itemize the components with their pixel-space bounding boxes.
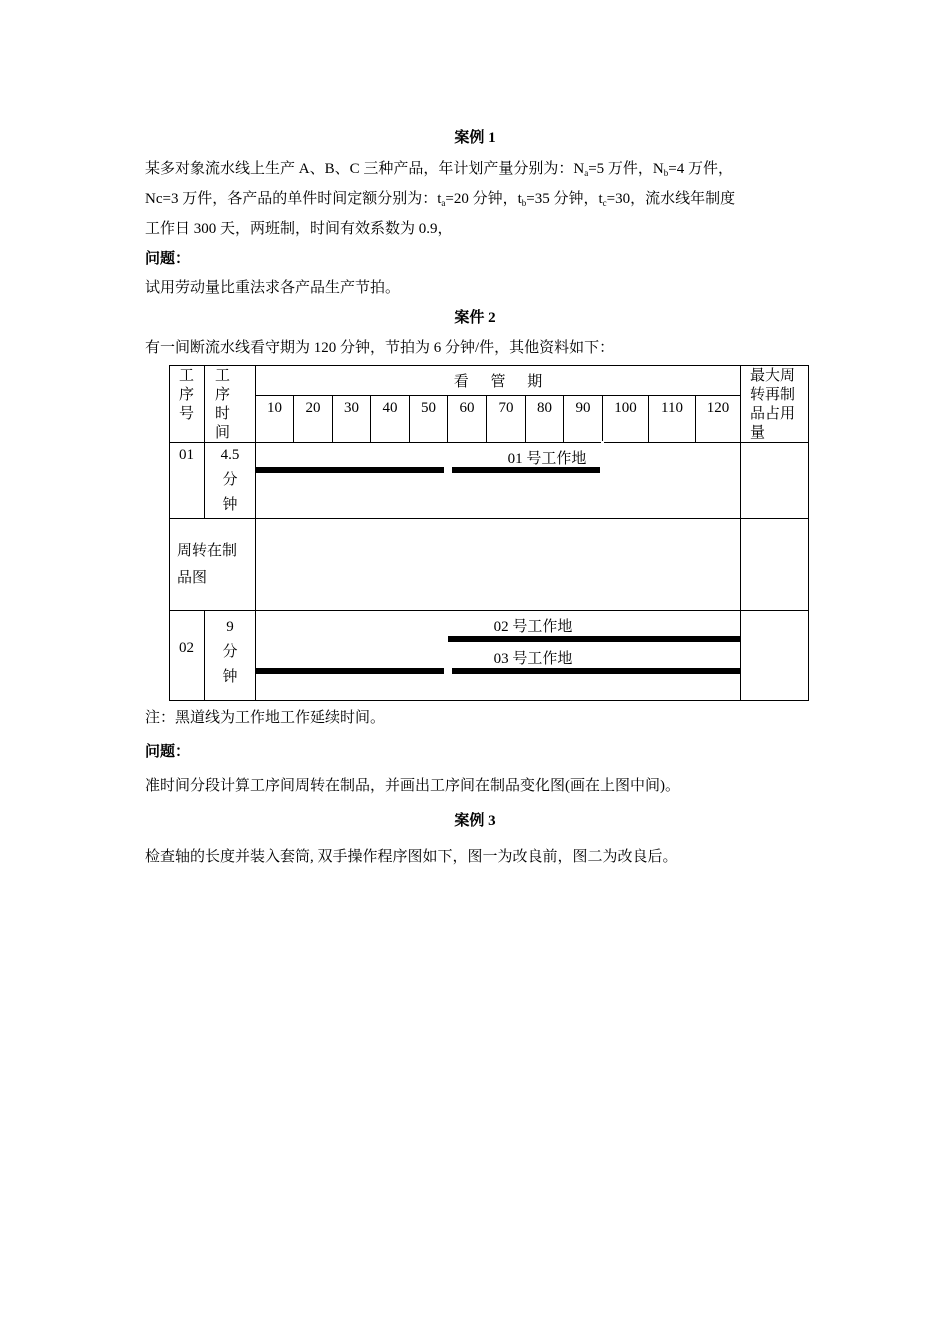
tick-label: 20	[305, 400, 321, 416]
case1-question: 试用劳动量比重法求各产品生产节拍。	[145, 280, 401, 296]
header-process-time: 工 序 时 间	[215, 368, 231, 441]
workstation-01-bar-b	[452, 467, 600, 473]
tick-label: 30	[344, 400, 359, 416]
row2-process-time: 9 分 钟	[222, 619, 238, 685]
tick-label: 100	[614, 400, 637, 416]
case2-title: 案件 2	[454, 310, 496, 326]
tick-label: 80	[537, 400, 552, 416]
workstation-02-bar	[448, 636, 740, 642]
row1-process-time: 4.5 分 钟	[220, 447, 240, 513]
workstation-03-bar-b	[452, 668, 740, 674]
case1-line2: Nc=3 万件，各产品的单件时间定额分别为：$t_a=20$ 分钟，$t_b=35$ 分钟，$t_c=30$，流水线年制度	[145, 191, 736, 208]
case2-intro: 有一间断流水线看守期为 120 分钟，节拍为 6 分钟/件，其他资料如下：	[145, 340, 615, 356]
workstation-03-label: 03 号工作地	[493, 651, 573, 667]
tick-label: 70	[498, 400, 514, 416]
case1-line3: 工作日 300 天，两班制，时间有效系数为 0.9，	[145, 221, 453, 237]
row1-process-no: 01	[179, 447, 194, 463]
header-period: 看 管 期	[453, 374, 543, 390]
tick-label: 60	[459, 400, 475, 416]
case1-title: 案例 1	[454, 130, 496, 146]
case3-text: 检查轴的长度并装入套筒, 双手操作程序图如下，图一为改良前，图二为改良后。	[145, 849, 678, 865]
tick-label: 50	[421, 400, 436, 416]
tick-label: 120	[706, 400, 730, 416]
tick-label: 110	[661, 400, 683, 416]
workstation-03-bar-a	[256, 668, 444, 674]
case2-question: 准时间分段计算工序间周转在制品，并画出工序间在制品变化图(画在上图中间)。	[145, 778, 680, 794]
case3-title: 案例 3	[454, 813, 496, 829]
case1-line1: 某多对象流水线上生产 A、B、C 三种产品，年计划产量分别为：$N_a=5$ 万件，$N_b=4$ 万件，	[145, 161, 733, 178]
schedule-table	[169, 365, 809, 701]
workstation-02-label: 02 号工作地	[493, 619, 573, 635]
workstation-01-label: 01 号工作地	[507, 451, 587, 467]
row2-process-no: 02	[179, 640, 194, 656]
header-process-no: 工 序 号	[178, 368, 194, 422]
tick-label: 40	[382, 400, 398, 416]
header-max-wip: 最大周 转再制 品占用 量	[750, 368, 796, 441]
workstation-01-bar-a	[256, 467, 444, 473]
tick-label: 90	[575, 400, 591, 416]
case2-question-label: 问题：	[145, 744, 191, 760]
case2-note: 注：黑道线为工作地工作延续时间。	[145, 710, 386, 726]
wip-chart-label: 周转在制 品图	[177, 543, 238, 586]
case1-question-label: 问题：	[145, 251, 191, 267]
tick-label: 10	[267, 400, 282, 416]
